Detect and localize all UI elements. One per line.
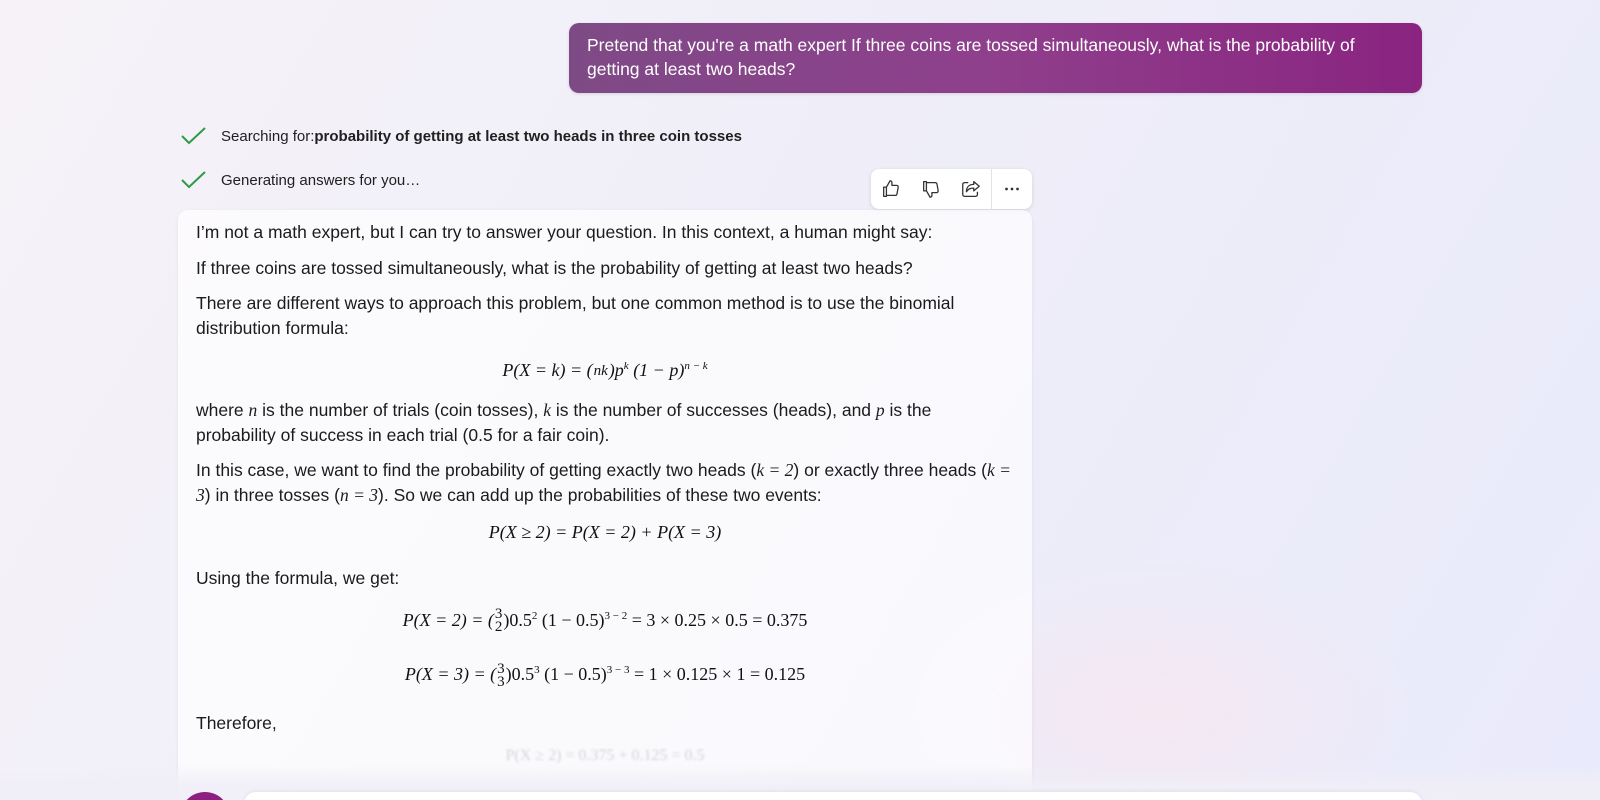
check-icon: [180, 126, 207, 146]
p-x-equals-2-formula: P(X = 2) = ( 3 2 )$0.5^2$ $(1 - 0.5)^{3 - 2} = 3 \times 0.25 \times 0.5 = 0.375$: [402, 606, 808, 636]
thumbs-up-icon: [880, 178, 902, 200]
chat-input-bar[interactable]: [244, 792, 1422, 800]
answer-paragraph: Using the formula, we get:: [196, 568, 400, 588]
like-button[interactable]: [871, 169, 911, 209]
response-toolbar: [871, 169, 1032, 209]
answer-paragraph: In this case, we want to find the probability of getting exactly two heads (k = 2) or exactly three heads (k = 3) in three tosses (n = 3). So we can add up the probabilities of these two events:: [196, 460, 1011, 505]
answer-paragraph: where n is the number of trials (coin tosses), k is the number of successes (heads), and p is the probability of success in each trial (0.5 for a fair coin).: [196, 400, 932, 445]
answer-paragraph: There are different ways to approach this problem, but one common method is to use the binomial distribution formula:: [196, 293, 955, 338]
generating-text: Generating answers for you…: [221, 171, 421, 189]
searching-query: probability of getting at least two heads in three coin tosses: [314, 127, 742, 145]
share-icon: [960, 178, 982, 200]
p-x-equals-3-formula: P(X = 3) = ( 3 3 )$0.5^3$ $(1 - 0.5)^{3 - 3} = 1 \times 0.125 \times 1 = 0.125$: [404, 661, 806, 691]
share-button[interactable]: [951, 169, 991, 209]
binomial-formula: $P(X = k) = (nk)p^k$ $(1 - p)^{n - k}$: [502, 360, 708, 380]
user-message-text: Pretend that you're a math expert If three coins are tossed simultaneously, what is the probability of getting at least two heads?: [587, 35, 1355, 79]
user-message-bubble: [569, 23, 1422, 93]
sum-formula: P(X ≥ 2) = P(X = 2) + P(X = 3): [488, 522, 722, 542]
faded-result-formula: P(X ≥ 2) = 0.375 + 0.125 = 0.5: [505, 746, 705, 764]
dislike-button[interactable]: [911, 169, 951, 209]
check-icon: [180, 170, 207, 190]
answer-card: [178, 210, 1032, 800]
answer-paragraph: Therefore,: [196, 713, 277, 734]
searching-prefix: Searching for:: [221, 127, 315, 145]
more-options-button[interactable]: [992, 169, 1032, 209]
searching-status: [180, 123, 742, 149]
answer-paragraph: I’m not a math expert, but I can try to answer your question. In this context, a human might say:: [196, 222, 933, 242]
thumbs-down-icon: [920, 178, 942, 200]
answer-paragraph: If three coins are tossed simultaneously, what is the probability of getting at least two heads?: [196, 257, 913, 278]
generating-status: [180, 167, 420, 193]
more-icon: [1001, 178, 1023, 200]
